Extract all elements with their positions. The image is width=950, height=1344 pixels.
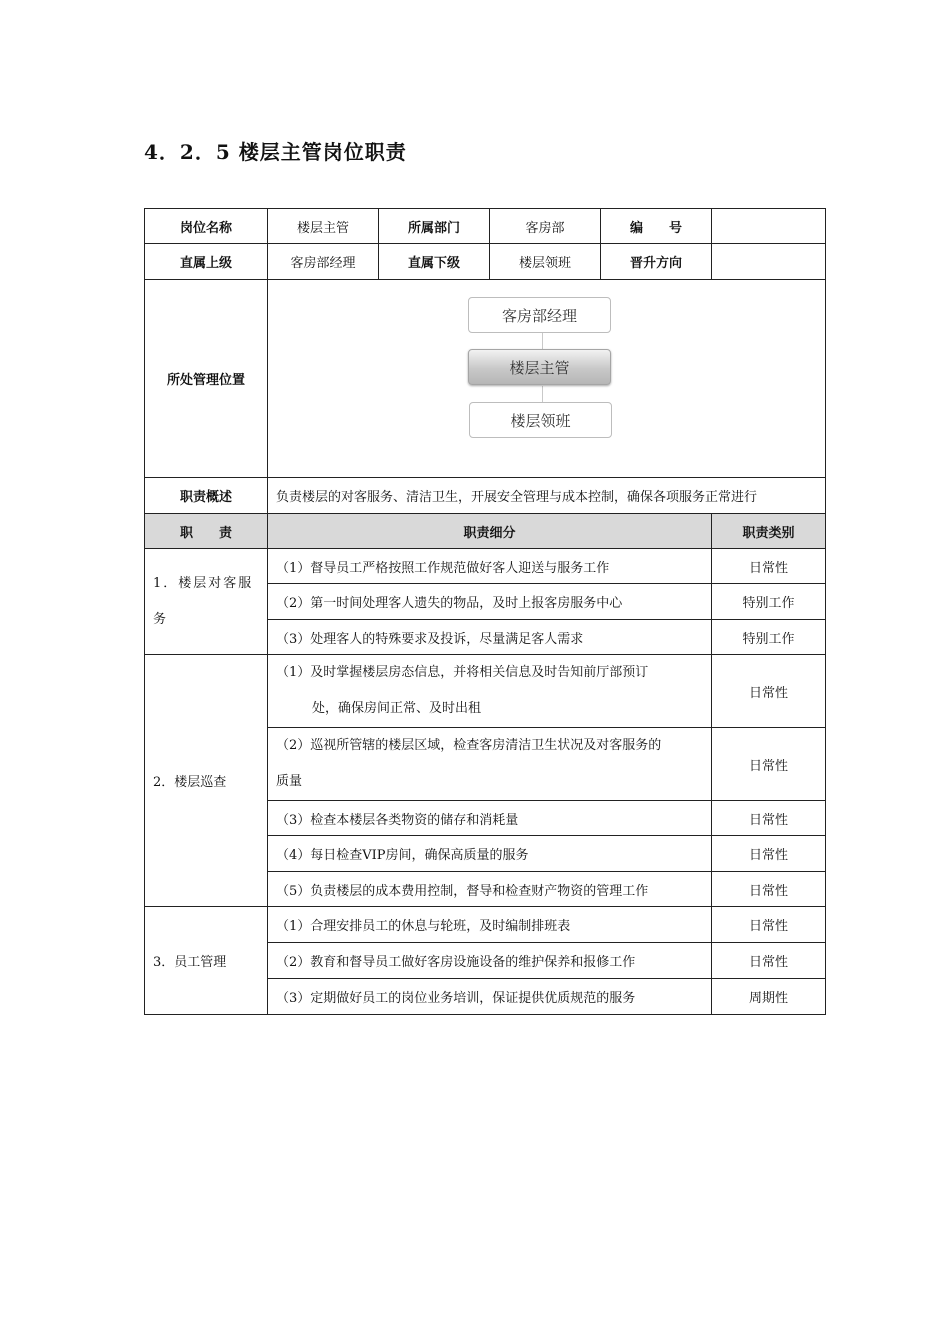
duty-type: 日常性 <box>712 728 826 801</box>
duty-item <box>268 728 712 801</box>
duty-item: （3）检查本楼层各类物资的储存和消耗量 <box>268 801 712 836</box>
table-row <box>145 549 826 584</box>
duty-table <box>144 208 826 1015</box>
org-node-manager: 客房部经理 <box>468 297 611 333</box>
duty-type: 日常性 <box>712 801 826 836</box>
duty-category: 3．员工管理 <box>145 907 268 1015</box>
duty-category: 2．楼层巡查 <box>145 655 268 907</box>
promotion-value <box>712 244 826 280</box>
duty-item: （1）督导员工严格按照工作规范做好客人迎送与服务工作 <box>268 549 712 584</box>
summary-row <box>145 478 826 514</box>
post-name-label: 岗位名称 <box>145 209 268 244</box>
duty-item: （1）合理安排员工的休息与轮班，及时编制排班表 <box>268 907 712 943</box>
duty-type: 日常性 <box>712 549 826 584</box>
duty-item: （4）每日检查VIP房间，确保高质量的服务 <box>268 836 712 872</box>
duty-type: 特别工作 <box>712 584 826 620</box>
position-label: 所处管理位置 <box>145 280 268 478</box>
table-row <box>145 655 826 728</box>
duty-type: 周期性 <box>712 979 826 1015</box>
org-chart <box>268 280 825 477</box>
position-row <box>145 280 826 478</box>
subordinate-label: 直属下级 <box>379 244 490 280</box>
info-row-2 <box>145 244 826 280</box>
post-name-value: 楼层主管 <box>268 209 379 244</box>
promotion-label: 晋升方向 <box>601 244 712 280</box>
duty-item-line: 质量 <box>276 774 303 789</box>
duty-header-col2: 职责细分 <box>268 514 712 549</box>
org-connector <box>542 333 543 349</box>
org-node-supervisor: 楼层主管 <box>468 349 611 385</box>
duty-category: 1．楼层对客服务 <box>145 549 268 655</box>
duty-type: 日常性 <box>712 872 826 907</box>
duty-type: 日常性 <box>712 907 826 943</box>
duty-header-row <box>145 514 826 549</box>
section-title: 4．2．5 楼层主管岗位职责 <box>144 140 407 164</box>
org-chart-cell <box>268 280 826 478</box>
duty-item: （3）定期做好员工的岗位业务培训，保证提供优质规范的服务 <box>268 979 712 1015</box>
duty-type: 日常性 <box>712 943 826 979</box>
duty-item-line: （2）巡视所管辖的楼层区域，检查客房清洁卫生状况及对客服务的 <box>276 738 662 753</box>
duty-item-line: 处，确保房间正常、及时出租 <box>312 701 482 716</box>
duty-item: （3）处理客人的特殊要求及投诉，尽量满足客人需求 <box>268 620 712 655</box>
duty-item-line: （1）及时掌握楼层房态信息，并将相关信息及时告知前厅部预订 <box>276 665 649 680</box>
duty-type: 特别工作 <box>712 620 826 655</box>
superior-value: 客房部经理 <box>268 244 379 280</box>
duty-header-col3: 职责类别 <box>712 514 826 549</box>
number-label: 编 号 <box>601 209 712 244</box>
duty-item: （5）负责楼层的成本费用控制，督导和检查财产物资的管理工作 <box>268 872 712 907</box>
number-value <box>712 209 826 244</box>
table-row <box>145 907 826 943</box>
org-node-foreman: 楼层领班 <box>469 402 612 438</box>
subordinate-value: 楼层领班 <box>490 244 601 280</box>
summary-text: 负责楼层的对客服务、清洁卫生，开展安全管理与成本控制，确保各项服务正常进行 <box>268 478 826 514</box>
duty-item: （2）第一时间处理客人遗失的物品，及时上报客房服务中心 <box>268 584 712 620</box>
superior-label: 直属上级 <box>145 244 268 280</box>
dept-value: 客房部 <box>490 209 601 244</box>
duty-header-col1: 职 责 <box>145 514 268 549</box>
duty-item: （2）教育和督导员工做好客房设施设备的维护保养和报修工作 <box>268 943 712 979</box>
info-row-1 <box>145 209 826 244</box>
duty-item <box>268 655 712 728</box>
duty-type: 日常性 <box>712 655 826 728</box>
org-connector <box>542 386 543 402</box>
duty-type: 日常性 <box>712 836 826 872</box>
dept-label: 所属部门 <box>379 209 490 244</box>
summary-label: 职责概述 <box>145 478 268 514</box>
